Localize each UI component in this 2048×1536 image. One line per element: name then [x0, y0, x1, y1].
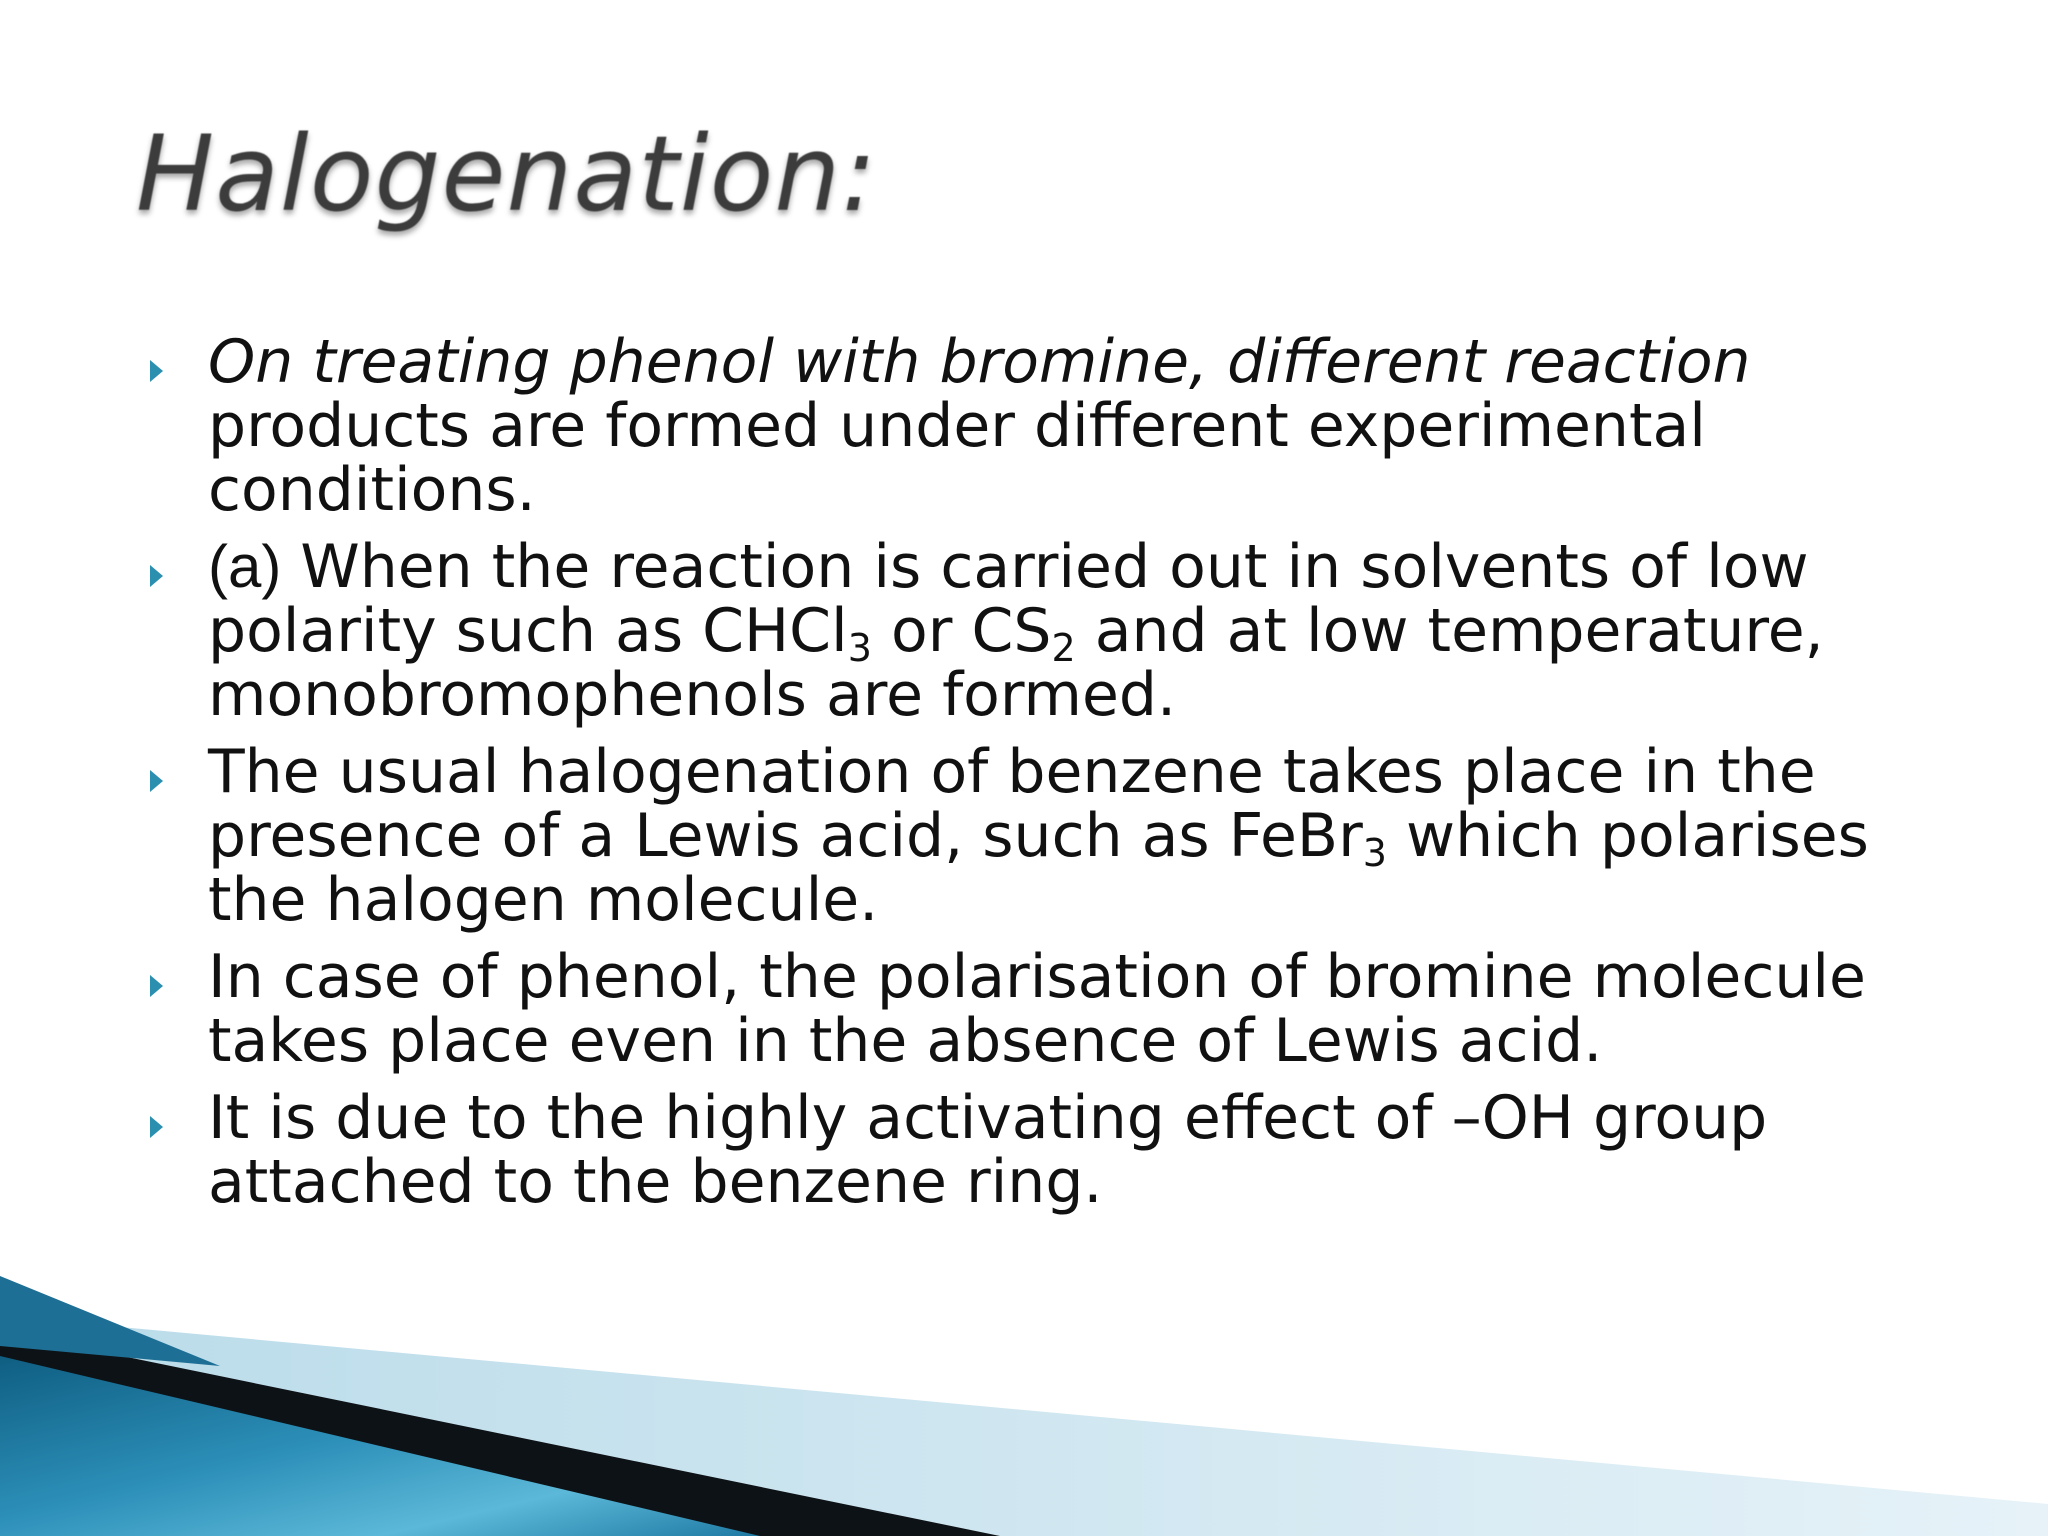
bullet-item-5	[136, 1083, 1926, 1217]
bullet-3-text-part2: which polarises the halogen molecule.	[208, 801, 1869, 935]
bullet-2-subscript-1: 3	[847, 626, 872, 670]
bullet-3-subscript: 3	[1362, 831, 1387, 875]
bullet-item-3	[136, 737, 1926, 935]
slide-title: Halogenation:	[136, 113, 878, 235]
bullet-list	[136, 327, 1926, 1227]
bullet-2-subscript-2: 2	[1051, 626, 1076, 670]
bullet-item-2	[136, 532, 1926, 730]
bullet-2-text-part3: and at low temperature, monobromophenols are formed.	[208, 596, 1824, 730]
triangle-bullet-icon	[150, 360, 163, 382]
triangle-bullet-icon	[150, 770, 163, 792]
footer-wave-decoration	[0, 1276, 2048, 1536]
bullet-2-text-part1: When the reaction is carried out in solvents of low polarity such as CHCl	[208, 532, 1809, 666]
triangle-bullet-icon	[150, 975, 163, 997]
bullet-item-4	[136, 942, 1926, 1076]
bullet-5-text: It is due to the highly activating effect of –OH group attached to the benzene ring.	[208, 1083, 1768, 1217]
triangle-bullet-icon	[150, 1116, 163, 1138]
bullet-3-text-part1: The usual halogenation of benzene takes place in the presence of a Lewis acid, such as FeBr	[208, 737, 1816, 871]
bullet-2-text-part2: or CS	[871, 596, 1052, 666]
bullet-1-text: products are formed under different experimental conditions.	[208, 391, 1706, 525]
triangle-bullet-icon	[150, 565, 163, 587]
bullet-4-text: In case of phenol, the polarisation of bromine molecule takes place even in the absence of Lewis acid.	[208, 942, 1866, 1076]
bullet-item-1	[136, 327, 1926, 525]
bullet-1-italic-text: On treating phenol with bromine, different reaction	[208, 327, 1751, 397]
bullet-2-label: (a)	[208, 533, 282, 600]
